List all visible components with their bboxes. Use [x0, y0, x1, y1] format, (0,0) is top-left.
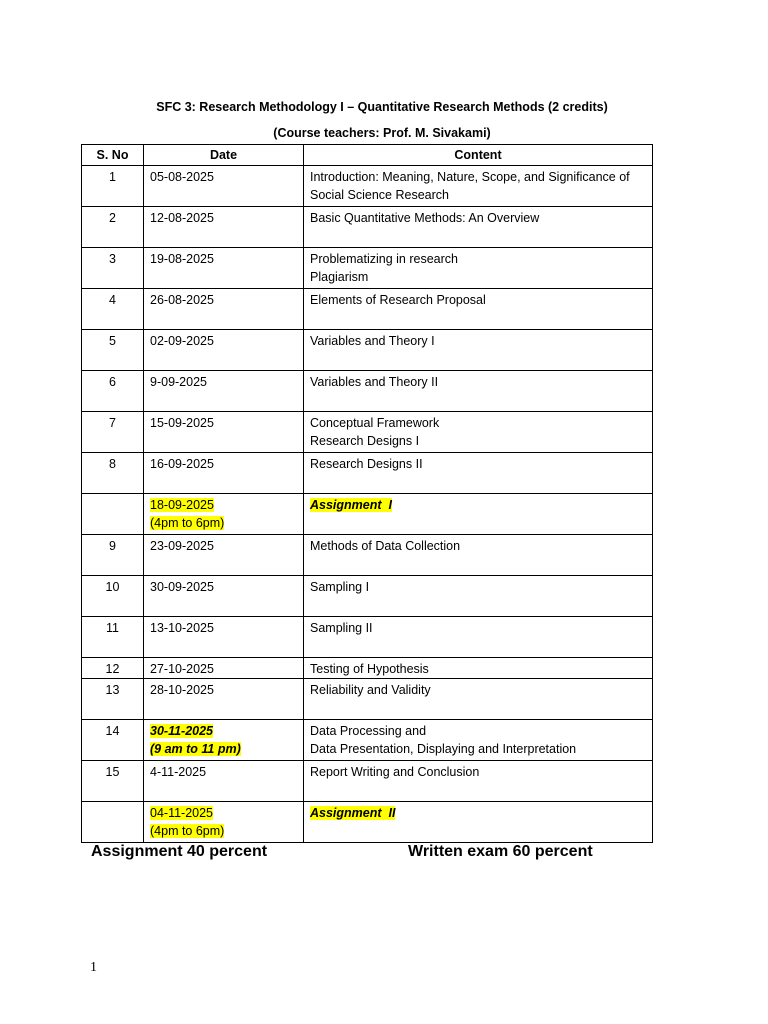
- date-line: [150, 740, 297, 758]
- date-line: [150, 660, 297, 678]
- date-line: [150, 681, 297, 699]
- date-line: [150, 578, 297, 596]
- row-sno: 9: [82, 535, 144, 576]
- row-content: [304, 494, 653, 535]
- date-line: [150, 291, 297, 309]
- content-line: Variables and Theory II: [310, 375, 439, 389]
- row-sno: [82, 802, 144, 843]
- content-line: Sampling I: [310, 580, 370, 594]
- content-line: Data Presentation, Displaying and Interpretation: [310, 742, 577, 756]
- row-content: [304, 248, 653, 289]
- date-text: 26-08-2025: [150, 293, 214, 307]
- content-line: Elements of Research Proposal: [310, 293, 486, 307]
- date-text: 18-09-2025: [150, 498, 214, 512]
- table-row: [82, 289, 653, 330]
- content-line: Sampling II: [310, 621, 373, 635]
- row-content: [304, 371, 653, 412]
- date-text: 9-09-2025: [150, 375, 207, 389]
- row-sno: 8: [82, 453, 144, 494]
- table-row: [82, 453, 653, 494]
- date-text: 27-10-2025: [150, 662, 214, 676]
- row-date: [144, 658, 304, 679]
- row-content: [304, 576, 653, 617]
- content-line: Basic Quantitative Methods: An Overview: [310, 211, 540, 225]
- date-text: 4-11-2025: [150, 765, 207, 779]
- content-line: Variables and Theory I: [310, 334, 435, 348]
- row-sno: 10: [82, 576, 144, 617]
- row-date: [144, 330, 304, 371]
- row-sno: 13: [82, 679, 144, 720]
- content-line: [310, 804, 646, 822]
- row-sno: 4: [82, 289, 144, 330]
- content-line: Data Processing and: [310, 724, 427, 738]
- row-date: [144, 207, 304, 248]
- row-sno: 12: [82, 658, 144, 679]
- row-date: [144, 166, 304, 207]
- date-text: 05-08-2025: [150, 170, 214, 184]
- content-line: Social Science Research: [310, 188, 449, 202]
- date-text: 19-08-2025: [150, 252, 214, 266]
- date-text: (4pm to 6pm): [150, 824, 225, 838]
- row-content: [304, 761, 653, 802]
- date-line: [150, 822, 297, 840]
- date-text: 16-09-2025: [150, 457, 214, 471]
- date-line: [150, 209, 297, 227]
- table-row: [82, 658, 653, 679]
- row-date: [144, 576, 304, 617]
- date-line: [150, 514, 297, 532]
- row-date: [144, 679, 304, 720]
- row-date: [144, 535, 304, 576]
- row-content: [304, 720, 653, 761]
- content-line: Methods of Data Collection: [310, 539, 461, 553]
- content-line: Plagiarism: [310, 270, 369, 284]
- row-content: [304, 617, 653, 658]
- row-date: [144, 248, 304, 289]
- row-content: [304, 166, 653, 207]
- row-date: [144, 371, 304, 412]
- row-content: [304, 330, 653, 371]
- table-row: [82, 535, 653, 576]
- content-line: Problematizing in research: [310, 252, 458, 266]
- date-line: [150, 804, 297, 822]
- date-line: [150, 496, 297, 514]
- row-date: [144, 494, 304, 535]
- row-sno: 11: [82, 617, 144, 658]
- content-line: Conceptual Framework: [310, 416, 440, 430]
- schedule-body: [82, 166, 653, 843]
- date-text: 02-09-2025: [150, 334, 214, 348]
- date-text: (4pm to 6pm): [150, 516, 225, 530]
- row-content: [304, 535, 653, 576]
- row-content: [304, 289, 653, 330]
- assignment-weight: Assignment 40 percent: [91, 843, 268, 860]
- table-row: [82, 576, 653, 617]
- date-line: [150, 373, 297, 391]
- content-line: Research Designs I: [310, 434, 420, 448]
- row-date: [144, 617, 304, 658]
- row-date: [144, 761, 304, 802]
- date-text: 23-09-2025: [150, 539, 214, 553]
- header-content: Content: [304, 145, 653, 166]
- table-row: [82, 248, 653, 289]
- row-sno: 2: [82, 207, 144, 248]
- row-content: [304, 658, 653, 679]
- date-line: [150, 537, 297, 555]
- date-text: 12-08-2025: [150, 211, 214, 225]
- date-text: 30-11-2025: [150, 724, 214, 738]
- row-sno: 5: [82, 330, 144, 371]
- row-content: [304, 802, 653, 843]
- content-line: Reliability and Validity: [310, 683, 431, 697]
- table-row: [82, 412, 653, 453]
- date-line: [150, 414, 297, 432]
- row-content: [304, 453, 653, 494]
- date-text: 04-11-2025: [150, 806, 214, 820]
- date-text: 15-09-2025: [150, 416, 214, 430]
- exam-weight: Written exam 60 percent: [408, 843, 593, 860]
- header-sno: S. No: [82, 145, 144, 166]
- row-sno: 15: [82, 761, 144, 802]
- table-row: [82, 802, 653, 843]
- table-header-row: [82, 145, 653, 166]
- row-content: [304, 207, 653, 248]
- table-row: [82, 330, 653, 371]
- row-sno: [82, 494, 144, 535]
- content-line: Introduction: Meaning, Nature, Scope, and Significance of: [310, 170, 630, 184]
- page-number: 1: [90, 960, 97, 975]
- row-date: [144, 453, 304, 494]
- date-line: [150, 455, 297, 473]
- content-line: Research Designs II: [310, 457, 423, 471]
- table-row: [82, 166, 653, 207]
- assignment-label: Assignment II: [310, 806, 396, 820]
- row-sno: 1: [82, 166, 144, 207]
- row-sno: 14: [82, 720, 144, 761]
- course-teachers: (Course teachers: Prof. M. Sivakami): [273, 126, 491, 140]
- content-line: Report Writing and Conclusion: [310, 765, 480, 779]
- schedule-table: [81, 144, 653, 843]
- table-row: [82, 617, 653, 658]
- row-sno: 3: [82, 248, 144, 289]
- header-date: Date: [144, 145, 304, 166]
- row-sno: 7: [82, 412, 144, 453]
- date-line: [150, 168, 297, 186]
- course-title: SFC 3: Research Methodology I – Quantitative Research Methods (2 credits): [156, 100, 608, 114]
- date-text: 30-09-2025: [150, 580, 214, 594]
- date-line: [150, 332, 297, 350]
- date-text: 28-10-2025: [150, 683, 214, 697]
- assignment-label: Assignment I: [310, 498, 392, 512]
- table-row: [82, 371, 653, 412]
- row-date: [144, 802, 304, 843]
- table-row: [82, 494, 653, 535]
- row-content: [304, 412, 653, 453]
- table-row: [82, 720, 653, 761]
- table-row: [82, 679, 653, 720]
- date-line: [150, 722, 297, 740]
- date-text: 13-10-2025: [150, 621, 214, 635]
- table-row: [82, 761, 653, 802]
- row-content: [304, 679, 653, 720]
- date-text: (9 am to 11 pm): [150, 742, 241, 756]
- table-row: [82, 207, 653, 248]
- row-sno: 6: [82, 371, 144, 412]
- date-line: [150, 763, 297, 781]
- row-date: [144, 412, 304, 453]
- date-line: [150, 619, 297, 637]
- content-line: [310, 496, 646, 514]
- row-date: [144, 720, 304, 761]
- row-date: [144, 289, 304, 330]
- date-line: [150, 250, 297, 268]
- content-line: Testing of Hypothesis: [310, 662, 429, 676]
